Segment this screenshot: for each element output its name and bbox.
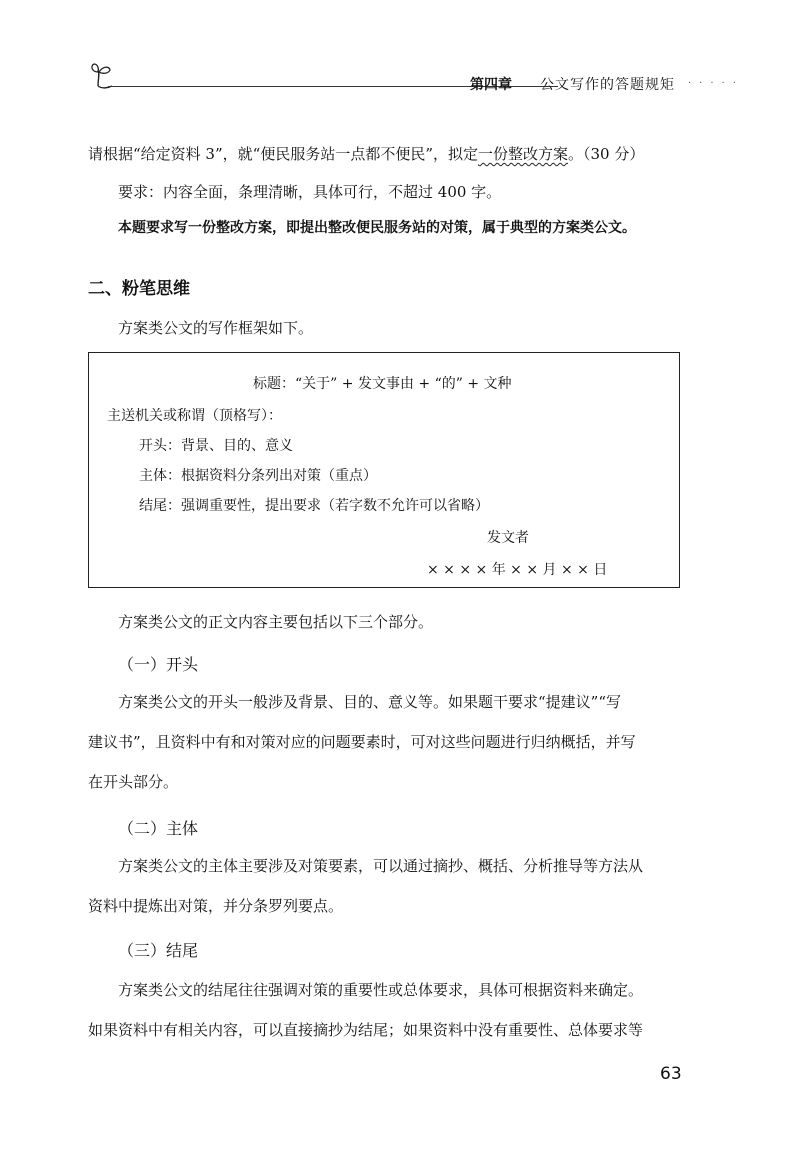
- framework-box: [88, 352, 680, 588]
- section-heading: 二、粉笔思维: [88, 279, 190, 299]
- framework-ending: 结尾：强调重要性，提出要求（若字数不允许可以省略）: [139, 498, 489, 514]
- part3-heading: （三）结尾: [118, 941, 199, 960]
- part1-line-2: 建议书”，且资料中有和对策对应的问题要素时，可对这些问题进行归纳概括，并写: [88, 733, 636, 751]
- framework-recipient: 主送机关或称谓（顶格写）：: [107, 408, 282, 424]
- question-requirements: 要求：内容全面，条理清晰，具体可行，不超过 400 字。: [118, 183, 502, 201]
- header-trailing-dots: ·····: [688, 78, 744, 89]
- part2-line-1: 方案类公文的主体主要涉及对策要素，可以通过摘抄、概括、分析推导等方法从: [118, 857, 644, 875]
- running-header: [88, 62, 768, 96]
- framework-opening: 开头：背景、目的、意义: [139, 438, 293, 454]
- part1-line-3: 在开头部分。: [88, 773, 179, 791]
- framework-issuer: 发文者: [487, 530, 529, 546]
- framework-body: 主体：根据资料分条列出对策（重点）: [139, 468, 377, 484]
- page-number: 63: [660, 1064, 682, 1084]
- part2-line-2: 资料中提炼出对策，并分条罗列要点。: [88, 897, 344, 915]
- framework-date: × × × × 年 × × 月 × × 日: [427, 562, 608, 578]
- section-intro: 方案类公文的写作框架如下。: [118, 319, 314, 337]
- question-prompt: [88, 144, 644, 164]
- part2-heading: （二）主体: [118, 819, 199, 838]
- part3-line-2: 如果资料中有相关内容，可以直接摘抄为结尾；如果资料中没有重要性、总体要求等: [88, 1021, 644, 1039]
- header-title: 公文写作的答题规矩: [540, 77, 675, 93]
- part1-line-1: 方案类公文的开头一般涉及背景、目的、意义等。如果题干要求“提建议”“写: [118, 693, 622, 711]
- question-analysis: 本题要求写一份整改方案，即提出整改便民服务站的对策，属于典型的方案类公文。: [118, 220, 636, 236]
- question-prompt-before: 请根据“给定资料 3”，就“便民服务站一点都不便民”，拟定: [88, 145, 478, 163]
- question-prompt-after: 。（30 分）: [568, 145, 645, 163]
- part3-line-1: 方案类公文的结尾往往强调对策的重要性或总体要求，具体可根据资料来确定。: [118, 981, 644, 999]
- part1-heading: （一）开头: [118, 655, 199, 674]
- content-overview: 方案类公文的正文内容主要包括以下三个部分。: [118, 613, 434, 631]
- question-prompt-emphasis: 一份整改方案: [478, 145, 569, 163]
- framework-title-line: 标题：“关于” + 发文事由 + “的” + 文种: [253, 376, 512, 392]
- header-chapter: 第四章: [470, 77, 512, 93]
